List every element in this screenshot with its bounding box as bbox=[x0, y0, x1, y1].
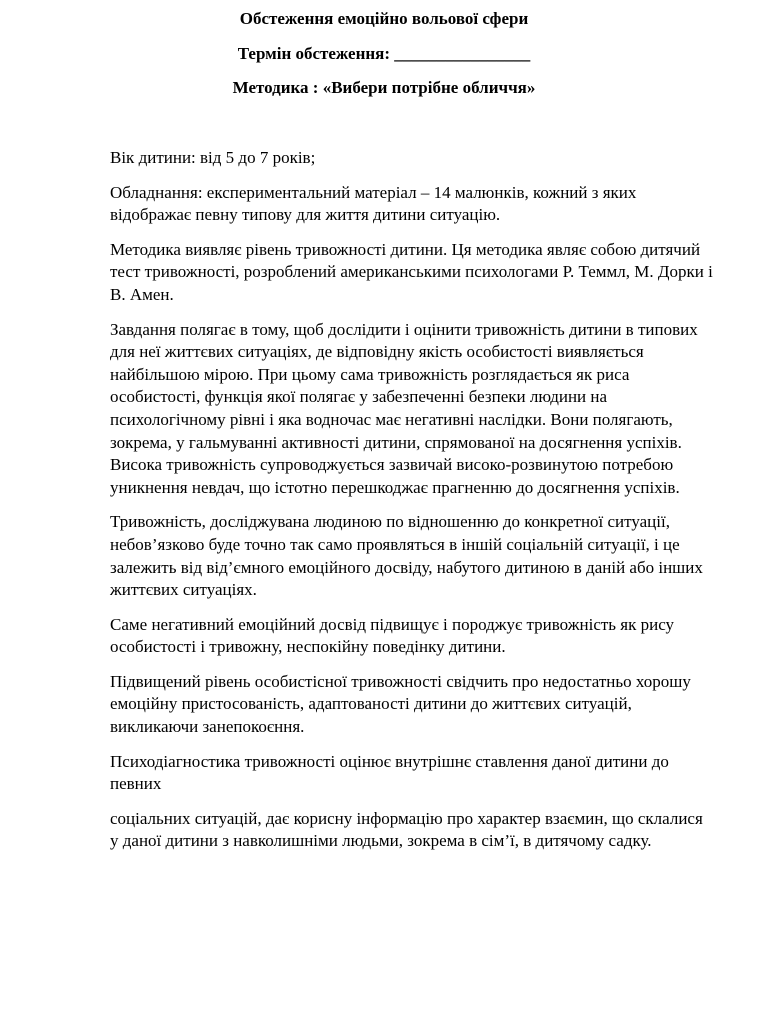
method-title: Методика : «Вибери потрібне обличчя» bbox=[232, 78, 536, 97]
paragraph-social-situations: соціальних ситуацій, дає корисну інформацію про характер взаємин, що склалися у даної дитини з навколишніми людьми, зокрема в сім’ї, в дитячому садку. bbox=[110, 808, 703, 851]
examination-term: Термін обстеження: ________________ bbox=[237, 44, 531, 63]
document-body bbox=[110, 147, 715, 865]
paragraph-personal-anxiety: Підвищений рівень особистісної тривожності свідчить про недостатньо хорошу емоційну пристосованість, адаптованості дитини до життєвих ситуацій, викликаючи занепокоєння. bbox=[110, 671, 691, 737]
paragraph-task: Завдання полягає в тому, щоб дослідити і оцінити тривожність дитини в типових для неї життєвих ситуаціях, де відповідну якість особистості виявляється найбільшою мірою. При цьому сама тривожність розглядається як риса особистості, функція якої полягає у забезпеченні безпеки людини на психологічному рівні і яка водночас має негативні наслідки. Вони полягають, зокрема, у гальмуванні активності дитини, спрямованої на досягнення успіхів. Висока тривожність супроводжується зазвичай високо-розвинутою потребою уникнення невдач, що істотно перешкоджає прагненню до досягнення успіхів. bbox=[110, 319, 698, 497]
paragraph-anxiety-situation: Тривожність, досліджувана людиною по відношенню до конкретної ситуації, небов’язково буде точно так само проявляться в іншій соціальній ситуації, і це залежить від від’ємного емоційного досвіду, набутого дитиною в даній або інших життєвих ситуаціях. bbox=[110, 512, 703, 600]
paragraph-negative-experience: Саме негативний емоційний досвід підвищує і породжує тривожність як рису особистості і тривожну, неспокійну поведінку дитини. bbox=[110, 614, 675, 657]
paragraph-age: Вік дитини: від 5 до 7 років; bbox=[110, 148, 316, 167]
paragraph-method-description: Методика виявляє рівень тривожності дитини. Ця методика являє собою дитячий тест тривожності, розроблений американськими психологами Р. Теммл, М. Дорки і В. Амен. bbox=[110, 239, 713, 304]
paragraph-psychodiagnostics: Психодіагностика тривожності оцінює внутрішнє ставлення даної дитини до певних bbox=[110, 751, 669, 794]
document-title: Обстеження емоційно вольової сфери bbox=[239, 9, 529, 28]
paragraph-equipment: Обладнання: експериментальний матеріал – 14 малюнків, кожний з яких відображає певну типову для життя дитини ситуацію. bbox=[110, 182, 637, 225]
